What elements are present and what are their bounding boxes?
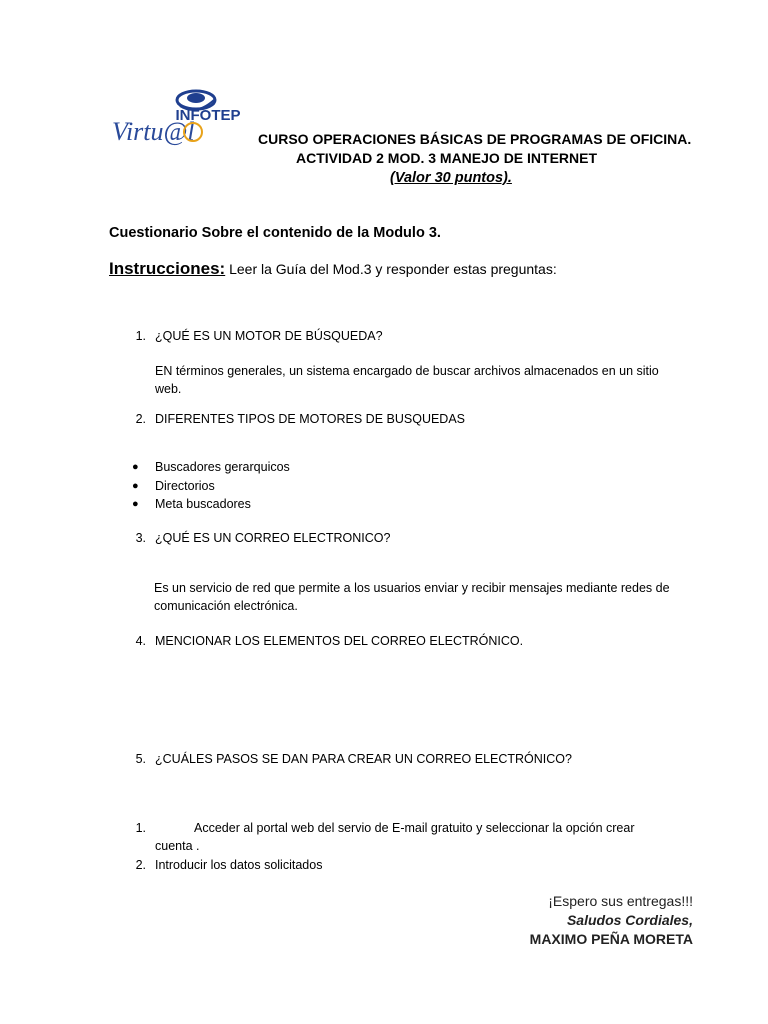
instructions-text: Leer la Guía del Mod.3 y responder estas preguntas: bbox=[225, 261, 557, 277]
bullet-icon: ● bbox=[132, 461, 139, 473]
logo-top-text: INFOTEP bbox=[175, 107, 241, 124]
q3-number: 3. bbox=[135, 531, 146, 545]
step2-number: 2. bbox=[135, 858, 146, 872]
bullet-item: Directorios bbox=[155, 479, 215, 493]
questionnaire-subtitle: Cuestionario Sobre el contenido de la Modulo 3. bbox=[109, 225, 441, 241]
q4-text: MENCIONAR LOS ELEMENTOS DEL CORREO ELECTRÓNICO. bbox=[155, 634, 524, 648]
instructions bbox=[109, 259, 557, 279]
author-name: MAXIMO PEÑA MORETA bbox=[529, 931, 693, 947]
q3-answer-line1: Es un servicio de red que permite a los usuarios enviar y recibir mensajes mediante redes de bbox=[154, 581, 670, 595]
bullet-icon: ● bbox=[132, 480, 139, 492]
step1-number: 1. bbox=[135, 821, 146, 835]
q1-answer-line2: web. bbox=[155, 382, 182, 396]
infotep-virtual-logo bbox=[110, 86, 241, 148]
activity-title: ACTIVIDAD 2 MOD. 3 MANEJO DE INTERNET bbox=[296, 150, 598, 166]
q2-number: 2. bbox=[135, 412, 146, 426]
step1-line1: Acceder al portal web del servio de E-mail gratuito y seleccionar la opción crear bbox=[194, 821, 635, 835]
logo-script-text: Virtu@l bbox=[112, 117, 195, 146]
q1-number: 1. bbox=[135, 329, 146, 343]
q2-text: DIFERENTES TIPOS DE MOTORES DE BUSQUEDAS bbox=[155, 412, 466, 426]
bullet-item: Meta buscadores bbox=[155, 497, 251, 511]
step1-line2: cuenta . bbox=[155, 839, 200, 853]
closing-line: ¡Espero sus entregas!!! bbox=[548, 893, 693, 909]
q1-answer-line1: EN términos generales, un sistema encargado de buscar archivos almacenados en un sitio bbox=[155, 364, 659, 378]
step2-text: Introducir los datos solicitados bbox=[155, 858, 323, 872]
q4-number: 4. bbox=[135, 634, 146, 648]
instructions-label: Instrucciones: bbox=[109, 259, 226, 278]
logo-graphic bbox=[110, 86, 241, 148]
value-note: (Valor 30 puntos). bbox=[390, 170, 512, 186]
q3-text: ¿QUÉ ES UN CORREO ELECTRONICO? bbox=[155, 531, 391, 545]
signature-block bbox=[530, 892, 693, 949]
course-title: CURSO OPERACIONES BÁSICAS DE PROGRAMAS DE OFICINA. bbox=[258, 131, 692, 147]
q5-text: ¿CUÁLES PASOS SE DAN PARA CREAR UN CORREO ELECTRÓNICO? bbox=[155, 752, 572, 766]
bullet-item: Buscadores gerarquicos bbox=[155, 460, 290, 474]
q5-number: 5. bbox=[135, 752, 146, 766]
bullet-icon: ● bbox=[132, 498, 139, 510]
q1-text: ¿QUÉ ES UN MOTOR DE BÚSQUEDA? bbox=[155, 329, 383, 343]
greeting-line: Saludos Cordiales, bbox=[566, 912, 693, 928]
q3-answer-line2: comunicación electrónica. bbox=[154, 599, 298, 613]
